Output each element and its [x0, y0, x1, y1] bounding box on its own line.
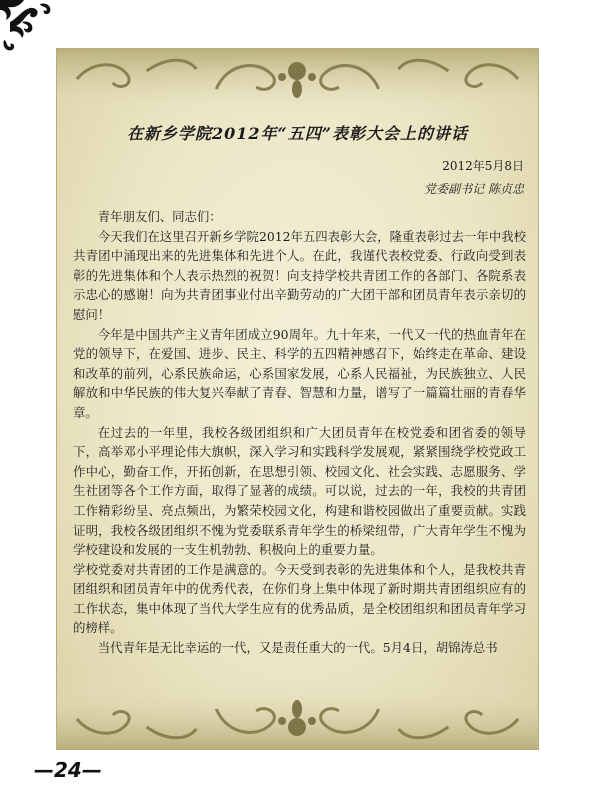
speech-author: 党委副书记 陈贞忠 — [424, 182, 524, 196]
paragraph: 今天我们在这里召开新乡学院2012年五四表彰大会，隆重表彰过去一年中我校共青团中涌现出来的先进集体和先进个人。在此，我谨代表校党委、行政向受到表彰的先进集体和个人表示热烈的祝贺！向支持学校共青团工作的各部门、各院系表示忠心的感谢！向为共青团事业付出辛勤劳动的广大团干部和团员青年表示亲切的慰问！ — [73, 228, 526, 322]
paragraph: 在过去的一年里，我校各级团组织和广大团员青年在校党委和团省委的领导下，高举邓小平理论伟大旗帜，深入学习和实践科学发展观，紧紧围绕学校党政工作中心，勤奋工作，开拓创新，在思想引领、校园文化、社会实践、志愿服务、学生社团等各个工作方面，取得了显著的成绩。可以说，过去的一年，我校的共青团工作精彩纷呈、亮点频出，为繁荣校园文化，构建和谐校园做出了重要贡献。实践证明，我校各级团组织不愧为党委联系青年学生的桥梁纽带，广大青年学生不愧为学校建设和发展的一支生机勃勃、积极向上的重要力量。 — [73, 424, 526, 558]
paragraph: 当代青年是无比幸运的一代，又是责任重大的一代。5月4日，胡锦涛总书 — [97, 640, 498, 656]
decorative-bottom-band — [57, 679, 538, 749]
decorative-top-band — [57, 49, 538, 119]
corner-ornament — [0, 0, 60, 60]
paragraph: 学校党委对共青团的工作是满意的。今天受到表彰的先进集体和个人，是我校共青团组织和团员青年中的优秀代表，在你们身上集中体现了新时期共青团组织应有的工作状态，集中体现了当代大学生应有的优秀品质，是全校团组织和团员青年学习的榜样。 — [73, 561, 526, 636]
salutation: 青年朋友们、同志们： — [97, 209, 222, 224]
speech-date: 2012年5月8日 — [442, 159, 524, 173]
document-frame — [56, 48, 539, 750]
paragraph: 今年是中国共产主义青年团成立90周年。九十年来，一代又一代的热血青年在党的领导下，在爱国、进步、民主、科学的五四精神感召下，始终走在革命、建设和改革的前列，心系民族命运，心系国家发展，心系人民福祉，为民族独立、人民解放和中华民族的伟大复兴奉献了青春、智慧和力量，谱写了一篇篇壮丽的青春华章。 — [73, 326, 526, 420]
page-number: —24— — [34, 758, 102, 782]
speech-body — [73, 207, 526, 658]
speech-title: 在新乡学院2012年“五四”表彰大会上的讲话 — [127, 124, 468, 143]
